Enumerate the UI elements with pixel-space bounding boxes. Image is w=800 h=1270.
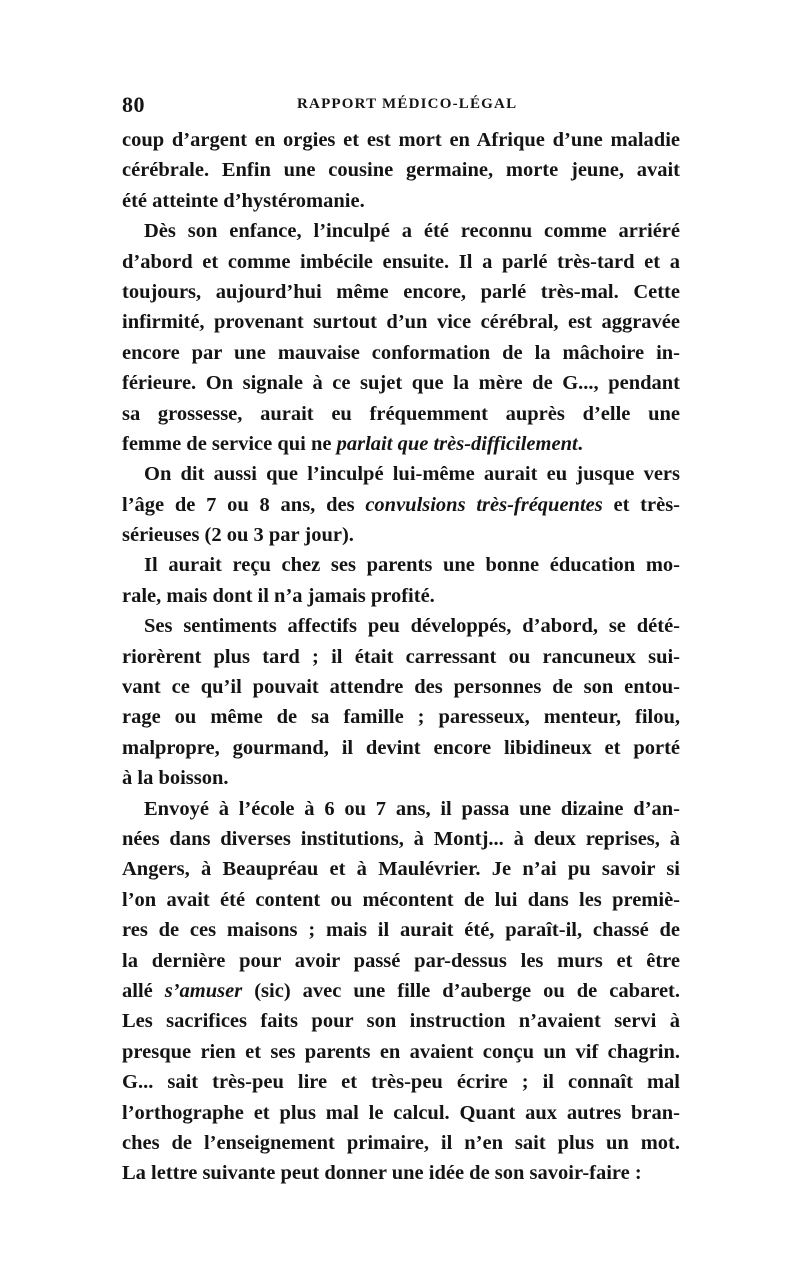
text-line [122, 885, 680, 915]
text-line [122, 247, 680, 277]
text-segment: On dit aussi que l’inculpé lui-même aurait eu jusque vers [144, 463, 680, 486]
italic-text: convulsions très-fréquentes [365, 493, 603, 516]
text-segment: vant ce qu’il pouvait attendre des personnes de son entou- [122, 676, 680, 699]
text-line [122, 520, 680, 550]
text-line [122, 733, 680, 763]
text-segment: l’on avait été content ou mécontent de lui dans les premiè- [122, 888, 680, 911]
text-line [122, 429, 680, 459]
text-segment: coup d’argent en orgies et est mort en Afrique d’une maladie [122, 129, 680, 151]
text-segment: malpropre, gourmand, il devint encore libidineux et porté [122, 736, 680, 759]
text-line [122, 186, 680, 216]
text-line [122, 946, 680, 976]
italic-text: s’amuser [164, 979, 243, 1002]
text-segment: infirmité, provenant surtout d’un vice cérébral, est aggravée [122, 311, 680, 334]
text-segment: La lettre suivante peut donner une idée de son savoir-faire : [122, 1162, 642, 1185]
text-line [122, 915, 680, 945]
text-segment: férieure. On signale à ce sujet que la mère de G..., pendant [122, 372, 680, 395]
text-segment: à la boisson. [122, 767, 229, 790]
text-segment: sérieuses (2 ou 3 par jour). [122, 524, 354, 547]
text-segment: Angers, à Beaupréau et à Maulévrier. Je n’ai pu savoir si [122, 858, 680, 881]
text-segment: (sic) avec une fille d’auberge ou de cabaret. [242, 979, 680, 1002]
text-segment: été atteinte d’hystéromanie. [122, 189, 365, 212]
text-segment: l’âge de 7 ou 8 ans, des [122, 493, 366, 516]
text-line [122, 976, 680, 1006]
text-line [122, 338, 680, 368]
text-line [122, 672, 680, 702]
text-segment: nées dans diverses institutions, à Montj... à deux reprises, à [122, 827, 680, 850]
text-segment: encore par une mauvaise conformation de la mâchoire in- [122, 341, 680, 364]
text-segment: . [577, 432, 583, 455]
text-segment: cérébrale. Enfin une cousine germaine, morte jeune, avait [122, 159, 680, 182]
text-line [122, 155, 680, 185]
text-line [122, 1037, 680, 1067]
page-number: 80 [122, 92, 145, 117]
text-line [122, 581, 680, 611]
text-segment: allé [122, 979, 165, 1002]
text-line [122, 550, 680, 580]
text-line [122, 642, 680, 672]
text-line [122, 490, 680, 520]
text-segment: sa grossesse, aurait eu fréquemment auprès d’elle une [122, 402, 680, 425]
text-line [122, 794, 680, 824]
text-segment: Envoyé à l’école à 6 ou 7 ans, il passa une dizaine d’an- [144, 797, 680, 820]
text-line [122, 854, 680, 884]
text-segment: riorèrent plus tard ; il était carressant ou rancuneux sui- [122, 645, 680, 668]
text-segment: Il aurait reçu chez ses parents une bonne éducation mo- [144, 554, 680, 577]
text-segment: et très- [602, 493, 681, 516]
text-segment: ches de l’enseignement primaire, il n’en sait plus un mot. [122, 1131, 680, 1154]
text-line [122, 824, 680, 854]
text-line [122, 368, 680, 398]
text-line [122, 399, 680, 429]
running-head: RAPPORT MÉDICO-LÉGAL [297, 96, 518, 112]
text-segment: Dès son enfance, l’inculpé a été reconnu comme arriéré [144, 220, 680, 243]
text-line [122, 1128, 680, 1158]
text-line [122, 277, 680, 307]
text-segment: res de ces maisons ; mais il aurait été, paraît-il, chassé de [122, 919, 680, 942]
text-line [122, 763, 680, 793]
text-segment: presque rien et ses parents en avaient conçu un vif chagrin. [122, 1040, 680, 1063]
text-line [122, 1098, 680, 1128]
text-segment: G... sait très-peu lire et très-peu écrire ; il connaît mal [122, 1071, 680, 1094]
body-text [122, 125, 680, 1189]
text-line [122, 611, 680, 641]
italic-text: parlait que très-difficilement [336, 432, 578, 455]
text-segment: femme de service qui ne [122, 432, 337, 455]
text-line [122, 125, 680, 155]
text-segment: rage ou même de sa famille ; paresseux, menteur, filou, [122, 706, 680, 729]
text-segment: Ses sentiments affectifs peu développés, d’abord, se dété- [144, 615, 680, 638]
text-segment: l’orthographe et plus mal le calcul. Quant aux autres bran- [122, 1101, 680, 1124]
text-segment: la dernière pour avoir passé par-dessus les murs et être [122, 949, 680, 972]
text-segment: d’abord et comme imbécile ensuite. Il a parlé très-tard et a [122, 250, 680, 273]
text-line [122, 1006, 680, 1036]
text-line [122, 1067, 680, 1097]
text-line [122, 307, 680, 337]
text-line [122, 216, 680, 246]
text-segment: Les sacrifices faits pour son instruction n’avaient servi à [122, 1010, 680, 1033]
text-segment: rale, mais dont il n’a jamais profité. [122, 584, 435, 607]
text-line [122, 459, 680, 489]
text-segment: toujours, aujourd’hui même encore, parlé très-mal. Cette [122, 280, 680, 303]
text-line [122, 702, 680, 732]
text-line [122, 1158, 680, 1188]
page-header [122, 92, 682, 122]
